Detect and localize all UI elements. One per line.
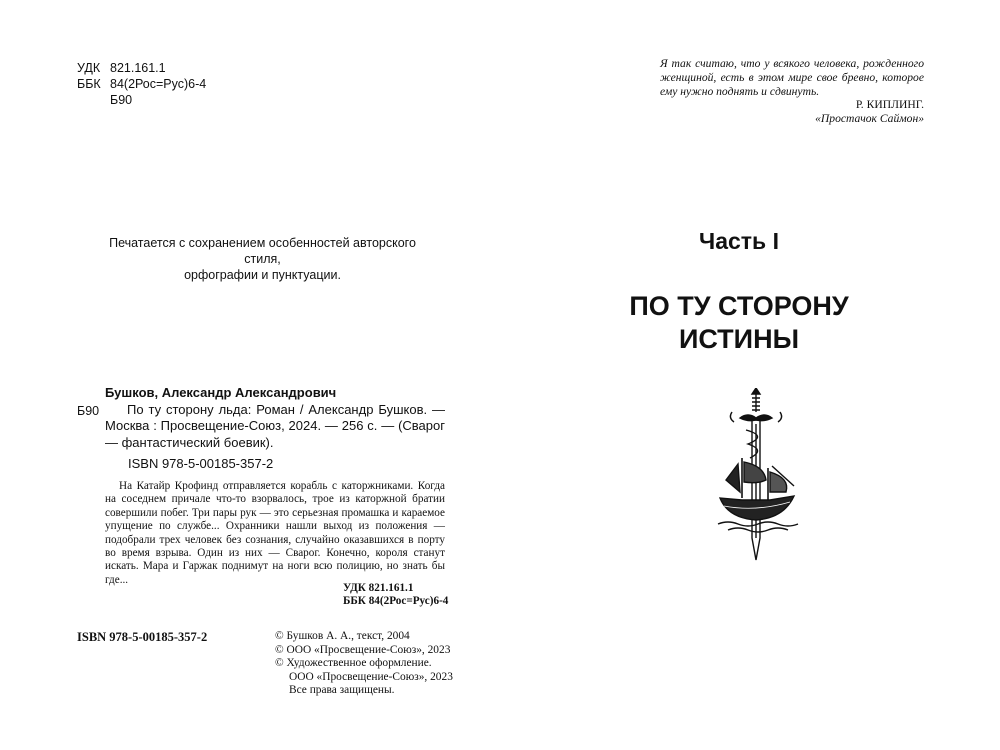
copyright-line: Все права защищены. [289,684,395,697]
udk-value: 821.161.1 [110,61,166,75]
epigraph: Я так считаю, что у всякого человека, рожденного женщиной, есть в этом мире свое бревно, которое ему нужно поднять и сдвинуть. [660,57,924,98]
udk-key: УДК [77,61,101,75]
udk-bottom-line: УДК 821.161.1 [343,582,414,594]
author-mark-value: Б90 [110,93,133,107]
copyright-line: ООО «Просвещение-Союз», 2023 [289,670,453,683]
udk-bbk-bottom [343,582,448,609]
sword-and-ship-icon [708,388,804,563]
copyright-line: © Художественное оформление. [275,657,432,670]
part-title-line: ИСТИНЫ [678,324,800,354]
style-note [95,235,430,283]
epigraph-author: Р. КИПЛИНГ. [855,98,924,111]
copyright-block [275,630,453,698]
style-note-line: орфографии и пунктуации. [184,268,341,282]
bbk-key: ББК [77,77,101,91]
copyright-line: © ООО «Просвещение-Союз», 2023 [275,643,451,656]
part-heading: Часть I [699,228,779,254]
isbn-record: ISBN 978-5-00185-357-2 [128,456,274,471]
right-page [500,0,1000,750]
udk-bbk-block [77,60,206,108]
epigraph-attribution [815,98,924,126]
author-mark: Б90 [77,404,100,418]
part-title [500,290,978,356]
epigraph-source: «Простачок Саймон» [815,112,924,125]
annotation: На Катайр Крофинд отправляется корабль с каторжниками. Когда на соседнем причале что-то взорвалось, трое из каторжной братии совершили побег. Три пары рук — это серьезная промашка и караемое упущение по службе... Охранники нашли выход из положения — подобрали трех человек без сознания, случайно оказавшихся в порту во время взрыва. Один из них — Сварог. Конечно, короля станут искать. Мара и Гаржак поднимут на ноги всю полицию, но знать бы где... [105,480,445,586]
copyright-line: © Бушков А. А., текст, 2004 [275,630,410,642]
bbk-value: 84(2Рос=Рус)6-4 [110,77,207,91]
part-title-line: ПО ТУ СТОРОНУ [629,291,849,321]
bibliographic-description: По ту сторону льда: Роман / Александр Бушков. — Москва : Просвещение-Союз, 2024. — 256 с. — (Сварог — фантастический боевик). [105,401,445,450]
bibliographic-record [105,385,445,451]
bbk-bottom-line: ББК 84(2Рос=Рус)6-4 [343,595,449,608]
isbn-bottom: ISBN 978-5-00185-357-2 [77,630,208,644]
author-heading: Бушков, Александр Александрович [105,385,337,400]
style-note-line: Печатается с сохранением особенностей авторского стиля, [109,236,416,266]
